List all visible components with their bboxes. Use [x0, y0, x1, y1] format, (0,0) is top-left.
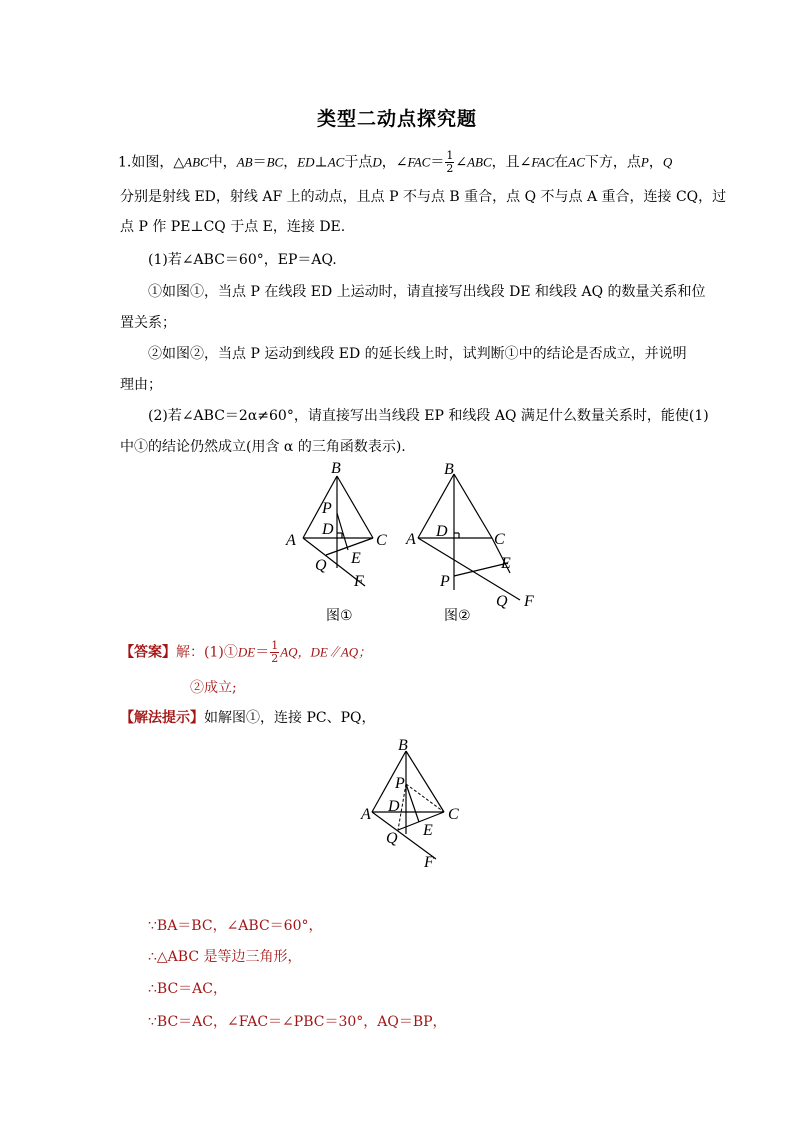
label-P: P: [395, 775, 405, 792]
question-1-setup: (1)若∠ABC＝60°，EP＝AQ.: [148, 252, 337, 268]
fraction-half: [445, 150, 454, 175]
problem-line-3: 点 P 作 PE⊥CQ 于点 E，连接 DE.: [120, 219, 346, 235]
label-C: C: [448, 806, 459, 823]
hint-line: [120, 707, 375, 727]
text: 中，: [208, 154, 237, 171]
text: 在: [554, 154, 569, 171]
label-P: P: [440, 573, 450, 590]
text: 于点: [344, 154, 373, 171]
label-Q: Q: [386, 830, 398, 847]
math-text: Q: [662, 154, 673, 170]
answer-line-2: ②成立;: [190, 680, 237, 696]
figure-2: [400, 458, 540, 628]
fraction-half: [270, 640, 279, 665]
text: ＝: [252, 154, 267, 171]
label-A: A: [286, 532, 296, 549]
text: 解：(1)①: [176, 644, 238, 661]
math-text: AQ，DE∥AQ；: [280, 644, 372, 660]
math-text: BC: [266, 154, 284, 170]
text: 如解图①，连接 PC、PQ，: [204, 710, 376, 726]
label-Q: Q: [496, 593, 508, 610]
label-E: E: [351, 550, 361, 567]
label-B: B: [444, 461, 454, 478]
math-text: ABC: [467, 154, 492, 170]
math-text: ABC: [184, 154, 209, 170]
solution-line-4: ∵BC＝AC，∠FAC＝∠PBC＝30°，AQ＝BP，: [148, 1014, 447, 1030]
figure-1-caption: 图①: [326, 608, 353, 624]
text: ，: [648, 154, 663, 171]
math-text: AC: [327, 154, 345, 170]
label-B: B: [331, 460, 341, 477]
math-text: AC: [568, 154, 585, 170]
text: ∠: [455, 154, 468, 171]
text: ，∠: [381, 154, 408, 171]
label-P: P: [322, 500, 332, 517]
page-title: 类型二动点探究题: [316, 108, 477, 130]
text: ＝: [255, 644, 270, 661]
math-text: FAC: [407, 154, 431, 170]
hint-bracket: 【解法提示】: [120, 710, 204, 726]
fraction-denominator: 2: [271, 652, 279, 665]
math-text: P: [640, 154, 649, 170]
answer-bracket: 【答案】: [120, 644, 176, 661]
label-A: A: [361, 806, 371, 823]
question-1-2-line-1: ②如图②，当点 P 运动到线段 ED 的延长线上时，试判断①中的结论是否成立，并说明: [148, 346, 687, 362]
figure-2-lines: [418, 474, 520, 600]
question-1-1-line-1: ①如图①，当点 P 在线段 ED 上运动时，请直接写出线段 DE 和线段 AQ 的数量关系和位: [148, 284, 706, 300]
math-text: FAC: [531, 154, 555, 170]
question-1-2-line-2: 理由；: [120, 377, 162, 393]
label-E: E: [423, 822, 433, 839]
label-F: F: [354, 573, 364, 590]
text: ⊥: [314, 154, 328, 171]
label-E: E: [501, 555, 511, 572]
figure-2-caption: 图②: [444, 608, 471, 624]
label-D: D: [388, 798, 400, 815]
math-text: D: [372, 154, 382, 170]
label-F: F: [524, 593, 534, 610]
answer-line-1: [120, 640, 371, 665]
label-Q: Q: [315, 557, 327, 574]
label-F: F: [424, 854, 434, 871]
problem-line-2: 分别是射线 ED，射线 AF 上的动点，且点 P 不与点 B 重合，点 Q 不与点 A 重合，连接 CQ，过: [120, 189, 727, 205]
text: ＝: [430, 154, 445, 171]
label-D: D: [436, 523, 448, 540]
figure-3-lines: [372, 751, 444, 859]
fraction-numerator: 1: [271, 639, 279, 652]
solution-line-2: ∴△ABC 是等边三角形，: [148, 949, 302, 965]
text: 1.如图，△: [118, 154, 185, 171]
question-2-line-2: 中①的结论仍然成立(用含 α 的三角函数表示).: [120, 439, 406, 455]
fraction-numerator: 1: [446, 149, 454, 162]
question-2-line-1: (2)若∠ABC＝2α≠60°，请直接写出当线段 EP 和线段 AQ 满足什么数量关系时，能使(1): [148, 408, 709, 424]
text: ，: [283, 154, 298, 171]
math-text: ED: [297, 154, 315, 170]
label-C: C: [494, 531, 505, 548]
math-text: DE: [237, 644, 256, 660]
text: 下方，点: [584, 154, 641, 171]
figure-3: [358, 734, 468, 874]
solution-line-3: ∴BC＝AC，: [148, 981, 227, 997]
figure-3-dashed-lines: [398, 784, 444, 830]
figure-1: [280, 458, 400, 628]
fraction-denominator: 2: [446, 162, 454, 175]
math-text: AB: [236, 154, 253, 170]
figure-1-lines: [303, 476, 373, 586]
text: ，且∠: [491, 154, 532, 171]
label-A: A: [406, 531, 416, 548]
label-D: D: [322, 521, 334, 538]
problem-line-1: [118, 150, 672, 175]
label-B: B: [398, 737, 408, 754]
solution-line-1: ∵BA＝BC，∠ABC＝60°，: [148, 918, 323, 934]
question-1-1-line-2: 置关系；: [120, 315, 176, 331]
label-C: C: [376, 532, 387, 549]
